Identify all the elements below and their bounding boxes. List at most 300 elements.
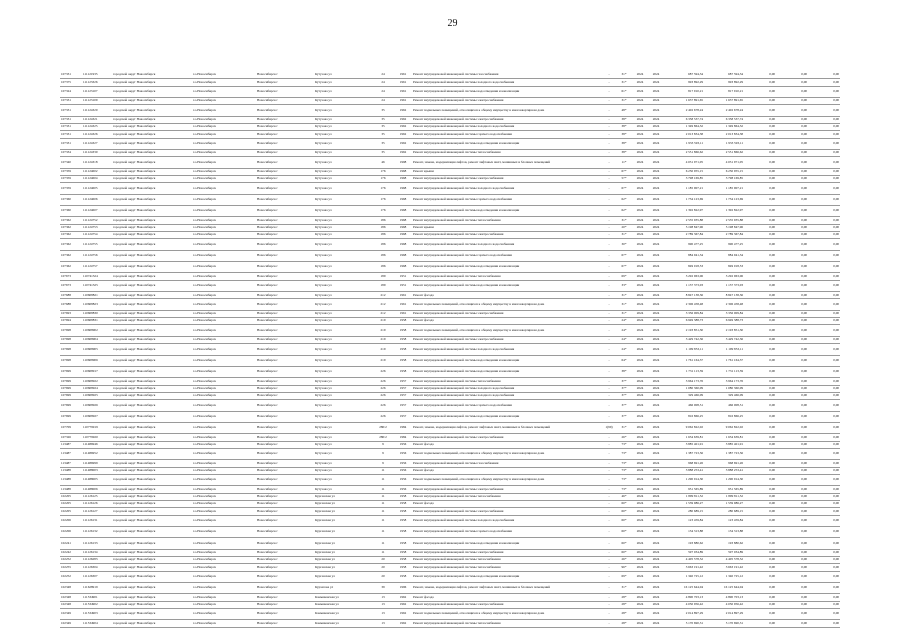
row-mark: -	[602, 97, 616, 104]
row-okrug: городской округ Новосибирск	[112, 448, 192, 459]
row-mark: -	[602, 175, 616, 182]
row-okrug: городской округ Новосибирск	[112, 594, 192, 601]
row-code: 111124602	[82, 168, 112, 175]
row-house: 13	[372, 608, 394, 619]
row-year-end: 2024	[648, 138, 664, 149]
row-settlement: Новосибирск г	[256, 378, 314, 385]
row-cost-local: 0,00	[776, 299, 808, 310]
row-year: 1958	[394, 500, 412, 507]
row-year-end: 2024	[648, 582, 664, 593]
row-cost-budget: 0,00	[744, 131, 776, 138]
row-wear: 62*	[616, 194, 632, 205]
row-cost-total: 849 018,53	[664, 262, 704, 273]
row-wear: 37*	[616, 378, 632, 385]
table-row	[60, 97, 840, 104]
row-id: 107331	[60, 138, 82, 149]
row-cost-budget: 0,00	[744, 224, 776, 231]
row-cost-local: 0,00	[776, 157, 808, 168]
row-work-type: Ремонт внутридомовой инженерной системы электроснабжения	[412, 486, 602, 493]
row-year: 1956	[394, 486, 412, 493]
row-street: Камышенская ул	[314, 620, 372, 627]
row-wear: 73*	[616, 474, 632, 485]
row-cost-fund: 1 734 123,69	[704, 194, 744, 205]
row-year-start: 2024	[632, 500, 648, 507]
row-cost-total: 6 358 537,74	[664, 116, 704, 123]
row-cost-fund: 1 634 639,81	[704, 434, 744, 441]
row-year-start: 2024	[632, 564, 648, 571]
row-mark: -	[602, 556, 616, 563]
row-house: 24	[372, 72, 394, 79]
row-street: Кутузова ул	[314, 355, 372, 366]
row-cost-local: 0,00	[776, 168, 808, 175]
row-code: 111124757	[82, 262, 112, 273]
row-cost-total: 1 199 853,11	[664, 344, 704, 355]
row-house: 176	[372, 206, 394, 217]
row-settlement: Новосибирск г	[256, 385, 314, 392]
row-year-start: 2024	[632, 571, 648, 582]
row-settlement: Новосибирск г	[256, 500, 314, 507]
row-settlement: Новосибирск г	[256, 515, 314, 526]
row-year-end: 2024	[648, 318, 664, 325]
row-cost-local: 0,00	[776, 239, 808, 250]
row-year: 1968	[394, 175, 412, 182]
row-cost-fund: 6 949 388,73	[704, 318, 744, 325]
row-year-start: 2024	[632, 224, 648, 231]
row-id: 107324	[60, 86, 82, 97]
row-settlement: Новосибирск г	[256, 138, 314, 149]
row-mark: -	[602, 336, 616, 343]
row-cost-budget: 0,00	[744, 500, 776, 507]
row-work-type: Ремонт подвальных помещений, относящихся к общему имуществу в многоквартирном доме	[412, 448, 602, 459]
row-cost-fund: 8 847 138,36	[704, 292, 744, 299]
row-wear: 28*	[616, 620, 632, 627]
row-cost-budget: 0,00	[744, 608, 776, 619]
row-cost-total: 884 941,34	[664, 250, 704, 261]
page-number: 29	[447, 18, 458, 29]
row-cost-budget: 0,00	[744, 273, 776, 280]
row-id: 107698	[60, 336, 82, 343]
row-cost-fund: 280 689,15	[704, 508, 744, 515]
row-okrug: городской округ Новосибирск	[112, 500, 192, 507]
row-year-start: 2024	[632, 79, 648, 86]
row-wear: 33*	[616, 280, 632, 291]
row-street: Кутузова ул	[314, 232, 372, 239]
row-cost-local: 0,00	[776, 385, 808, 392]
row-cost-local: 0,00	[776, 366, 808, 377]
row-street: Кутузова ул	[314, 250, 372, 261]
row-year-start: 2024	[632, 344, 648, 355]
row-cost-local: 0,00	[776, 526, 808, 537]
row-mark: -	[602, 72, 616, 79]
row-wear: 31*	[616, 422, 632, 433]
row-house: 186	[372, 232, 394, 239]
row-cost-owners: 0,00	[808, 392, 840, 399]
row-street: Кутузова ул	[314, 194, 372, 205]
row-year-end: 2024	[648, 392, 664, 399]
row-year: 1968	[394, 239, 412, 250]
row-mark: -	[602, 355, 616, 366]
row-municipality: г.о.Новосибирск	[192, 538, 256, 549]
row-municipality: г.о.Новосибирск	[192, 149, 256, 156]
row-cost-budget: 0,00	[744, 460, 776, 467]
row-settlement: Новосибирск г	[256, 594, 314, 601]
row-cost-local: 0,00	[776, 250, 808, 261]
row-cost-total: 597 034,89	[664, 549, 704, 556]
row-work-type: Ремонт внутридомовой инженерной системы горячего водоснабжения	[412, 526, 602, 537]
row-house: 20	[372, 571, 394, 582]
row-id: 107340	[60, 157, 82, 168]
row-street: Кутузова ул	[314, 72, 372, 79]
row-year-end: 2024	[648, 131, 664, 138]
row-municipality: г.о.Новосибирск	[192, 224, 256, 231]
row-cost-budget: 0,00	[744, 378, 776, 385]
row-wear: 31*	[616, 232, 632, 239]
row-code: 111486999	[82, 460, 112, 467]
row-cost-local: 0,00	[776, 508, 808, 515]
row-cost-total: 1 899 811,52	[664, 493, 704, 500]
row-year-end: 2024	[648, 571, 664, 582]
row-code: 111126134	[82, 549, 112, 556]
row-year: 1968	[394, 217, 412, 224]
row-cost-budget: 0,00	[744, 299, 776, 310]
row-settlement: Новосибирск г	[256, 549, 314, 556]
row-year-end: 2024	[648, 594, 664, 601]
row-street: Кутузова ул	[314, 467, 372, 474]
row-work-type: Ремонт внутридомовой инженерной системы водоотведения и канализации	[412, 280, 602, 291]
table-row	[60, 273, 840, 280]
row-year-end: 2024	[648, 556, 664, 563]
row-year: 1958	[394, 355, 412, 366]
row-street: Кутузова ул	[314, 400, 372, 411]
row-cost-fund: 1 761 164,37	[704, 355, 744, 366]
row-wear: 69*	[616, 273, 632, 280]
row-house: 20	[372, 556, 394, 563]
row-id: 107688	[60, 292, 82, 299]
row-cost-owners: 0,00	[808, 620, 840, 627]
row-house: 189	[372, 273, 394, 280]
row-mark: -	[602, 183, 616, 194]
row-code: 110779920	[82, 434, 112, 441]
table-row	[60, 239, 840, 250]
row-cost-owners: 0,00	[808, 460, 840, 467]
row-cost-owners: 0,00	[808, 448, 840, 459]
row-year: 1968	[394, 194, 412, 205]
row-municipality: г.о.Новосибирск	[192, 620, 256, 627]
row-cost-fund: 6 250 955,15	[704, 168, 744, 175]
row-settlement: Новосибирск г	[256, 299, 314, 310]
table-row	[60, 325, 840, 336]
row-settlement: Новосибирск г	[256, 422, 314, 433]
row-cost-fund: 1 185 907,21	[704, 183, 744, 194]
row-work-type: Ремонт внутридомовой инженерной системы теплоснабжения	[412, 149, 602, 156]
row-cost-fund: 2 535 935,88	[704, 217, 744, 224]
row-year-start: 2024	[632, 325, 648, 336]
row-year-end: 2024	[648, 262, 664, 273]
row-year: 1962	[394, 138, 412, 149]
row-code: 110608904	[82, 336, 112, 343]
row-cost-fund: 968 691,26	[704, 460, 744, 467]
row-cost-fund: 5 170 690,31	[704, 620, 744, 627]
row-year-end: 2024	[648, 79, 664, 86]
row-cost-owners: 0,00	[808, 206, 840, 217]
row-wear: 46*	[616, 493, 632, 500]
row-municipality: г.о.Новосибирск	[192, 318, 256, 325]
row-wear: 38*	[616, 123, 632, 130]
row-cost-budget: 0,00	[744, 138, 776, 149]
table-row	[60, 526, 840, 537]
row-cost-owners: 0,00	[808, 183, 840, 194]
row-municipality: г.о.Новосибирск	[192, 79, 256, 86]
row-cost-total: 1 933 593,11	[664, 138, 704, 149]
table-row	[60, 157, 840, 168]
row-wear: 67*	[616, 250, 632, 261]
table-row	[60, 250, 840, 261]
row-settlement: Новосибирск г	[256, 79, 314, 86]
row-year-start: 2024	[632, 582, 648, 593]
row-cost-budget: 0,00	[744, 168, 776, 175]
row-mark: -	[602, 526, 616, 537]
row-mark: -	[602, 79, 616, 86]
row-mark: -	[602, 448, 616, 459]
row-code: 110608821	[82, 292, 112, 299]
row-year-end: 2024	[648, 366, 664, 377]
row-wear: 31*	[616, 79, 632, 86]
row-cost-total: 4 890 703,13	[664, 594, 704, 601]
row-cost-fund: 2 789 367,84	[704, 232, 744, 239]
row-code: 111534904	[82, 620, 112, 627]
row-year: 1958	[394, 549, 412, 556]
row-year-start: 2024	[632, 318, 648, 325]
capital-repair-table	[60, 72, 840, 628]
table-row	[60, 232, 840, 239]
row-cost-local: 0,00	[776, 378, 808, 385]
row-cost-fund: 1 199 853,11	[704, 344, 744, 355]
row-cost-owners: 0,00	[808, 526, 840, 537]
row-year-start: 2024	[632, 175, 648, 182]
row-cost-local: 0,00	[776, 86, 808, 97]
row-settlement: Новосибирск г	[256, 620, 314, 627]
row-house: 11	[372, 538, 394, 549]
row-cost-owners: 0,00	[808, 486, 840, 493]
row-year-start: 2024	[632, 116, 648, 123]
table-row	[60, 336, 840, 343]
row-okrug: городской округ Новосибирск	[112, 123, 192, 130]
row-cost-local: 0,00	[776, 273, 808, 280]
table-row	[60, 310, 840, 317]
row-wear: 96*	[616, 564, 632, 571]
row-cost-budget: 0,00	[744, 310, 776, 317]
row-cost-total: 16 125 644,04	[664, 582, 704, 593]
row-cost-local: 0,00	[776, 620, 808, 627]
row-settlement: Новосибирск г	[256, 400, 314, 411]
row-cost-local: 0,00	[776, 400, 808, 411]
row-house: 24	[372, 86, 394, 97]
row-cost-total: 1 387 723,56	[664, 448, 704, 459]
row-work-type: Ремонт внутридомовой инженерной системы водоотведения и канализации	[412, 206, 602, 217]
row-wear: 31*	[616, 299, 632, 310]
row-settlement: Новосибирск г	[256, 538, 314, 549]
row-house: 219	[372, 355, 394, 366]
row-cost-local: 0,00	[776, 549, 808, 556]
row-id: 107362	[60, 232, 82, 239]
row-municipality: г.о.Новосибирск	[192, 549, 256, 556]
row-id: 113488	[60, 467, 82, 474]
row-year-end: 2024	[648, 400, 664, 411]
row-municipality: г.о.Новосибирск	[192, 474, 256, 485]
row-cost-fund: 3 356 009,84	[704, 310, 744, 317]
row-year: 1961	[394, 310, 412, 317]
row-settlement: Новосибирск г	[256, 325, 314, 336]
row-settlement: Новосибирск г	[256, 318, 314, 325]
row-street: Кутузова ул	[314, 292, 372, 299]
row-cost-fund: 4 890 703,13	[704, 594, 744, 601]
row-cost-total: 2 014 897,29	[664, 608, 704, 619]
row-mark: -	[602, 194, 616, 205]
row-cost-local: 0,00	[776, 232, 808, 239]
row-cost-local: 0,00	[776, 224, 808, 231]
row-year-end: 2024	[648, 608, 664, 619]
row-house: 11	[372, 474, 394, 485]
row-settlement: Новосибирск г	[256, 224, 314, 231]
row-cost-owners: 0,00	[808, 500, 840, 507]
row-settlement: Новосибирск г	[256, 474, 314, 485]
row-house: 11	[372, 508, 394, 515]
row-year-end: 2024	[648, 123, 664, 130]
table-row	[60, 224, 840, 231]
row-year: 1957	[394, 400, 412, 411]
row-okrug: городской округ Новосибирск	[112, 239, 192, 250]
row-id: 107331	[60, 72, 82, 79]
row-year-start: 2024	[632, 486, 648, 493]
row-id: 102349	[60, 608, 82, 619]
row-okrug: городской округ Новосибирск	[112, 582, 192, 593]
row-house: 35	[372, 138, 394, 149]
row-municipality: г.о.Новосибирск	[192, 448, 256, 459]
row-work-type: Ремонт внутридомовой инженерной системы водоотведения и канализации	[412, 538, 602, 549]
row-settlement: Новосибирск г	[256, 571, 314, 582]
row-code: 111124320	[82, 105, 112, 116]
table-row	[60, 149, 840, 156]
row-code: 111126133	[82, 538, 112, 549]
row-cost-fund: 1 137 373,03	[704, 280, 744, 291]
row-year-end: 2024	[648, 411, 664, 422]
row-cost-fund: 16 125 644,04	[704, 582, 744, 593]
row-cost-owners: 0,00	[808, 467, 840, 474]
row-wear: 60*	[616, 508, 632, 515]
row-mark: -	[602, 105, 616, 116]
row-id: 102241	[60, 538, 82, 549]
row-street: Кутузова ул	[314, 168, 372, 175]
row-municipality: г.о.Новосибирск	[192, 467, 256, 474]
row-id: 107359	[60, 175, 82, 182]
row-year-end: 2024	[648, 239, 664, 250]
row-cost-owners: 0,00	[808, 250, 840, 261]
row-work-type: Ремонт внутридомовой инженерной системы холодного водоснабжения	[412, 239, 602, 250]
row-cost-fund: 5 198 847,96	[704, 224, 744, 231]
row-work-type: Ремонт внутридомовой инженерной системы теплоснабжения	[412, 273, 602, 280]
table-row	[60, 86, 840, 97]
row-municipality: г.о.Новосибирск	[192, 262, 256, 273]
row-mark: -	[602, 434, 616, 441]
row-mark: -	[602, 411, 616, 422]
row-mark: -	[602, 441, 616, 448]
row-id: 107693	[60, 310, 82, 317]
row-settlement: Новосибирск г	[256, 273, 314, 280]
row-year-end: 2024	[648, 273, 664, 280]
row-year: 1956	[394, 467, 412, 474]
row-cost-owners: 0,00	[808, 138, 840, 149]
row-id: 102206	[60, 526, 82, 537]
row-id: 107331	[60, 131, 82, 138]
row-year: 1984	[394, 434, 412, 441]
row-street: Кутузова ул	[314, 310, 372, 317]
row-okrug: городской округ Новосибирск	[112, 250, 192, 261]
row-cost-owners: 0,00	[808, 86, 840, 97]
row-code: 111124753	[82, 224, 112, 231]
row-house: 212	[372, 292, 394, 299]
row-house: 11	[372, 500, 394, 507]
row-house: 186	[372, 250, 394, 261]
row-year-start: 2024	[632, 460, 648, 467]
row-cost-owners: 0,00	[808, 97, 840, 104]
row-year: 1968	[394, 206, 412, 217]
row-cost-total: 4 031 971,05	[664, 157, 704, 168]
row-year-start: 2024	[632, 448, 648, 459]
row-settlement: Новосибирск г	[256, 411, 314, 422]
row-year: 1956	[394, 474, 412, 485]
row-house: 35	[372, 105, 394, 116]
row-house: 176	[372, 183, 394, 194]
row-street: Кутузова ул	[314, 262, 372, 273]
row-year: 1958	[394, 508, 412, 515]
row-cost-owners: 0,00	[808, 273, 840, 280]
table-row	[60, 392, 840, 399]
row-id: 107699	[60, 378, 82, 385]
row-cost-budget: 0,00	[744, 194, 776, 205]
row-cost-budget: 0,00	[744, 206, 776, 217]
row-cost-fund: 193 880,62	[704, 538, 744, 549]
row-okrug: городской округ Новосибирск	[112, 138, 192, 149]
row-okrug: городской округ Новосибирск	[112, 168, 192, 175]
row-wear: 57*	[616, 175, 632, 182]
row-mark: -	[602, 620, 616, 627]
row-house: 46	[372, 157, 394, 168]
table-row	[60, 538, 840, 549]
row-okrug: городской округ Новосибирск	[112, 336, 192, 343]
row-code: 111126125	[82, 493, 112, 500]
row-street: Кутузова ул	[314, 448, 372, 459]
row-wear: 73*	[616, 460, 632, 467]
row-cost-local: 0,00	[776, 325, 808, 336]
row-work-type: Ремонт внутридомовой инженерной системы газоснабжения	[412, 460, 602, 467]
row-okrug: городской округ Новосибирск	[112, 299, 192, 310]
row-cost-budget: 0,00	[744, 385, 776, 392]
row-work-type: Ремонт внутридомовой инженерной системы газоснабжения	[412, 72, 602, 79]
row-settlement: Новосибирск г	[256, 582, 314, 593]
row-year-start: 2024	[632, 105, 648, 116]
row-cost-budget: 0,00	[744, 400, 776, 411]
row-settlement: Новосибирск г	[256, 460, 314, 467]
row-work-type: Ремонт крыши	[412, 168, 602, 175]
row-year: 1962	[394, 131, 412, 138]
row-house: 13	[372, 601, 394, 608]
row-house: 226	[372, 385, 394, 392]
row-settlement: Новосибирск г	[256, 526, 314, 537]
row-cost-budget: 0,00	[744, 116, 776, 123]
row-okrug: городской округ Новосибирск	[112, 366, 192, 377]
row-cost-budget: 0,00	[744, 564, 776, 571]
row-code: 110608924	[82, 385, 112, 392]
